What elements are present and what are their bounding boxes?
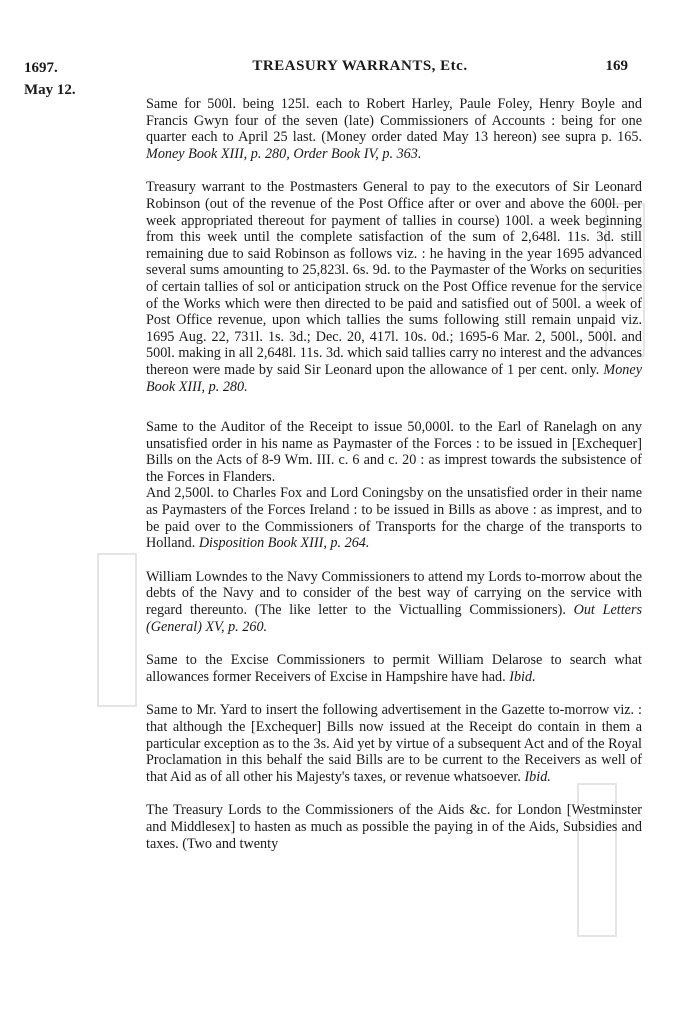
entry-paragraph: [146, 569, 642, 635]
page-number: 169: [605, 58, 628, 74]
entry-text: Same to the Auditor of the Receipt to issue 50,000l. to the Earl of Ranelagh on any unsatisfied order in his name as Paymaster of the Forces : to be issued in [Exchequer] Bills on the Acts of 8-9 Wm. III. c. 6 and c. 20 : as imprest towards the subsistence of the Forces in Flanders.: [146, 419, 642, 485]
entry-text: Same to Mr. Yard to insert the following advertisement in the Gazette to-morrow viz. : that although the [Exchequer] Bills now issued at the Receipt do contain in them a particular exception as to the 3s. Aid yet by virtue of a subsequent Act and of the Royal Proclamation in this behalf the said Bills are to be current to the Receivers as well of that Aid as of all other his Majesty's taxes, or revenue whatsoever.: [146, 702, 642, 785]
library-stamp-watermark: [97, 553, 137, 707]
entry-paragraph: [146, 419, 642, 485]
entry-text: And 2,500l. to Charles Fox and Lord Coningsby on the unsatisfied order in their name as Paymasters of the Forces Ireland : to be issued in Bills as above : as imprest, and to be paid over to the Commissioners of Transports for the charge of the transports to Holland.: [146, 485, 642, 552]
margin-year: 1697.: [24, 60, 58, 76]
entry-reference: Money Book XIII, p. 280, Order Book IV, p. 363.: [146, 145, 422, 162]
entry-reference: Money Book XIII, p. 280.: [146, 361, 642, 395]
entry-reference: Disposition Book XIII, p. 264.: [198, 535, 370, 552]
margin-date: May 12.: [24, 82, 76, 98]
entry-text: Same to the Excise Commissioners to permit William Delarose to search what allowances former Receivers of Excise in Hampshire have had.: [146, 652, 642, 685]
entry-reference: Ibid.: [509, 668, 536, 685]
entry-reference: Ibid.: [524, 768, 551, 785]
entry-paragraph: [146, 702, 642, 785]
entry-paragraph: [146, 802, 642, 852]
entry-paragraph: [146, 179, 642, 395]
entry-reference: Out Letters (General) XV, p. 260.: [146, 602, 642, 635]
entry-paragraph: [146, 652, 642, 685]
entry-text: William Lowndes to the Navy Commissioners to attend my Lords to-morrow about the debts of the Navy and to consider of the best way of carrying on the service with regard thereunto. (The like letter to the Victualling Commissioners).: [146, 568, 642, 619]
entry-text: Treasury warrant to the Postmasters General to pay to the executors of Sir Leonard Robinson (out of the revenue of the Post Office after or over and above the 600l. per week appropriated thereout for payment of tallies in course) 100l. a week beginning from this week until the complete satisfaction of the sum of 2,648l. 11s. 3d. still remaining due to said Robinson as follows viz. : he having in the year 1695 advanced several sums amounting to 25,823l. 6s. 9d. to the Paymaster of the Works on securities of certain tallies of sol or anticipation struck on the Post Office revenue for the service of the Works which were then directed to be paid and satisfied out of 500l. a week of Post Office revenue, upon which tallies the sums following still remain unpaid viz. 1695 Aug. 22, 731l. 1s. 3d.; Dec. 20, 417l. 10s. 0d.; 1695-6 Mar. 2, 500l., 500l. and 500l. making in all 2,648l. 11s. 3d. which said tallies carry no interest and the advances thereon were made by said Sir Leonard upon the allowance of 1 per cent. only.: [146, 179, 642, 378]
entry-paragraph: [146, 485, 642, 551]
entry-paragraph: [146, 96, 642, 162]
entry-text: The Treasury Lords to the Commissioners of the Aids &c. for London [Westminster and Middlesex] to hasten as much as possible the paying in of the Aids, Subsidies and taxes. (Two and twenty: [146, 802, 642, 852]
running-title: TREASURY WARRANTS, Etc.: [252, 58, 468, 74]
entry-text: Same for 500l. being 125l. each to Robert Harley, Paule Foley, Henry Boyle and Francis Gwyn four of the seven (late) Commissioners of Accounts : being for one quarter each to April 25 last. (Money order dated May 13 hereon) see supra p. 165.: [146, 96, 642, 146]
document-body: [146, 96, 642, 869]
